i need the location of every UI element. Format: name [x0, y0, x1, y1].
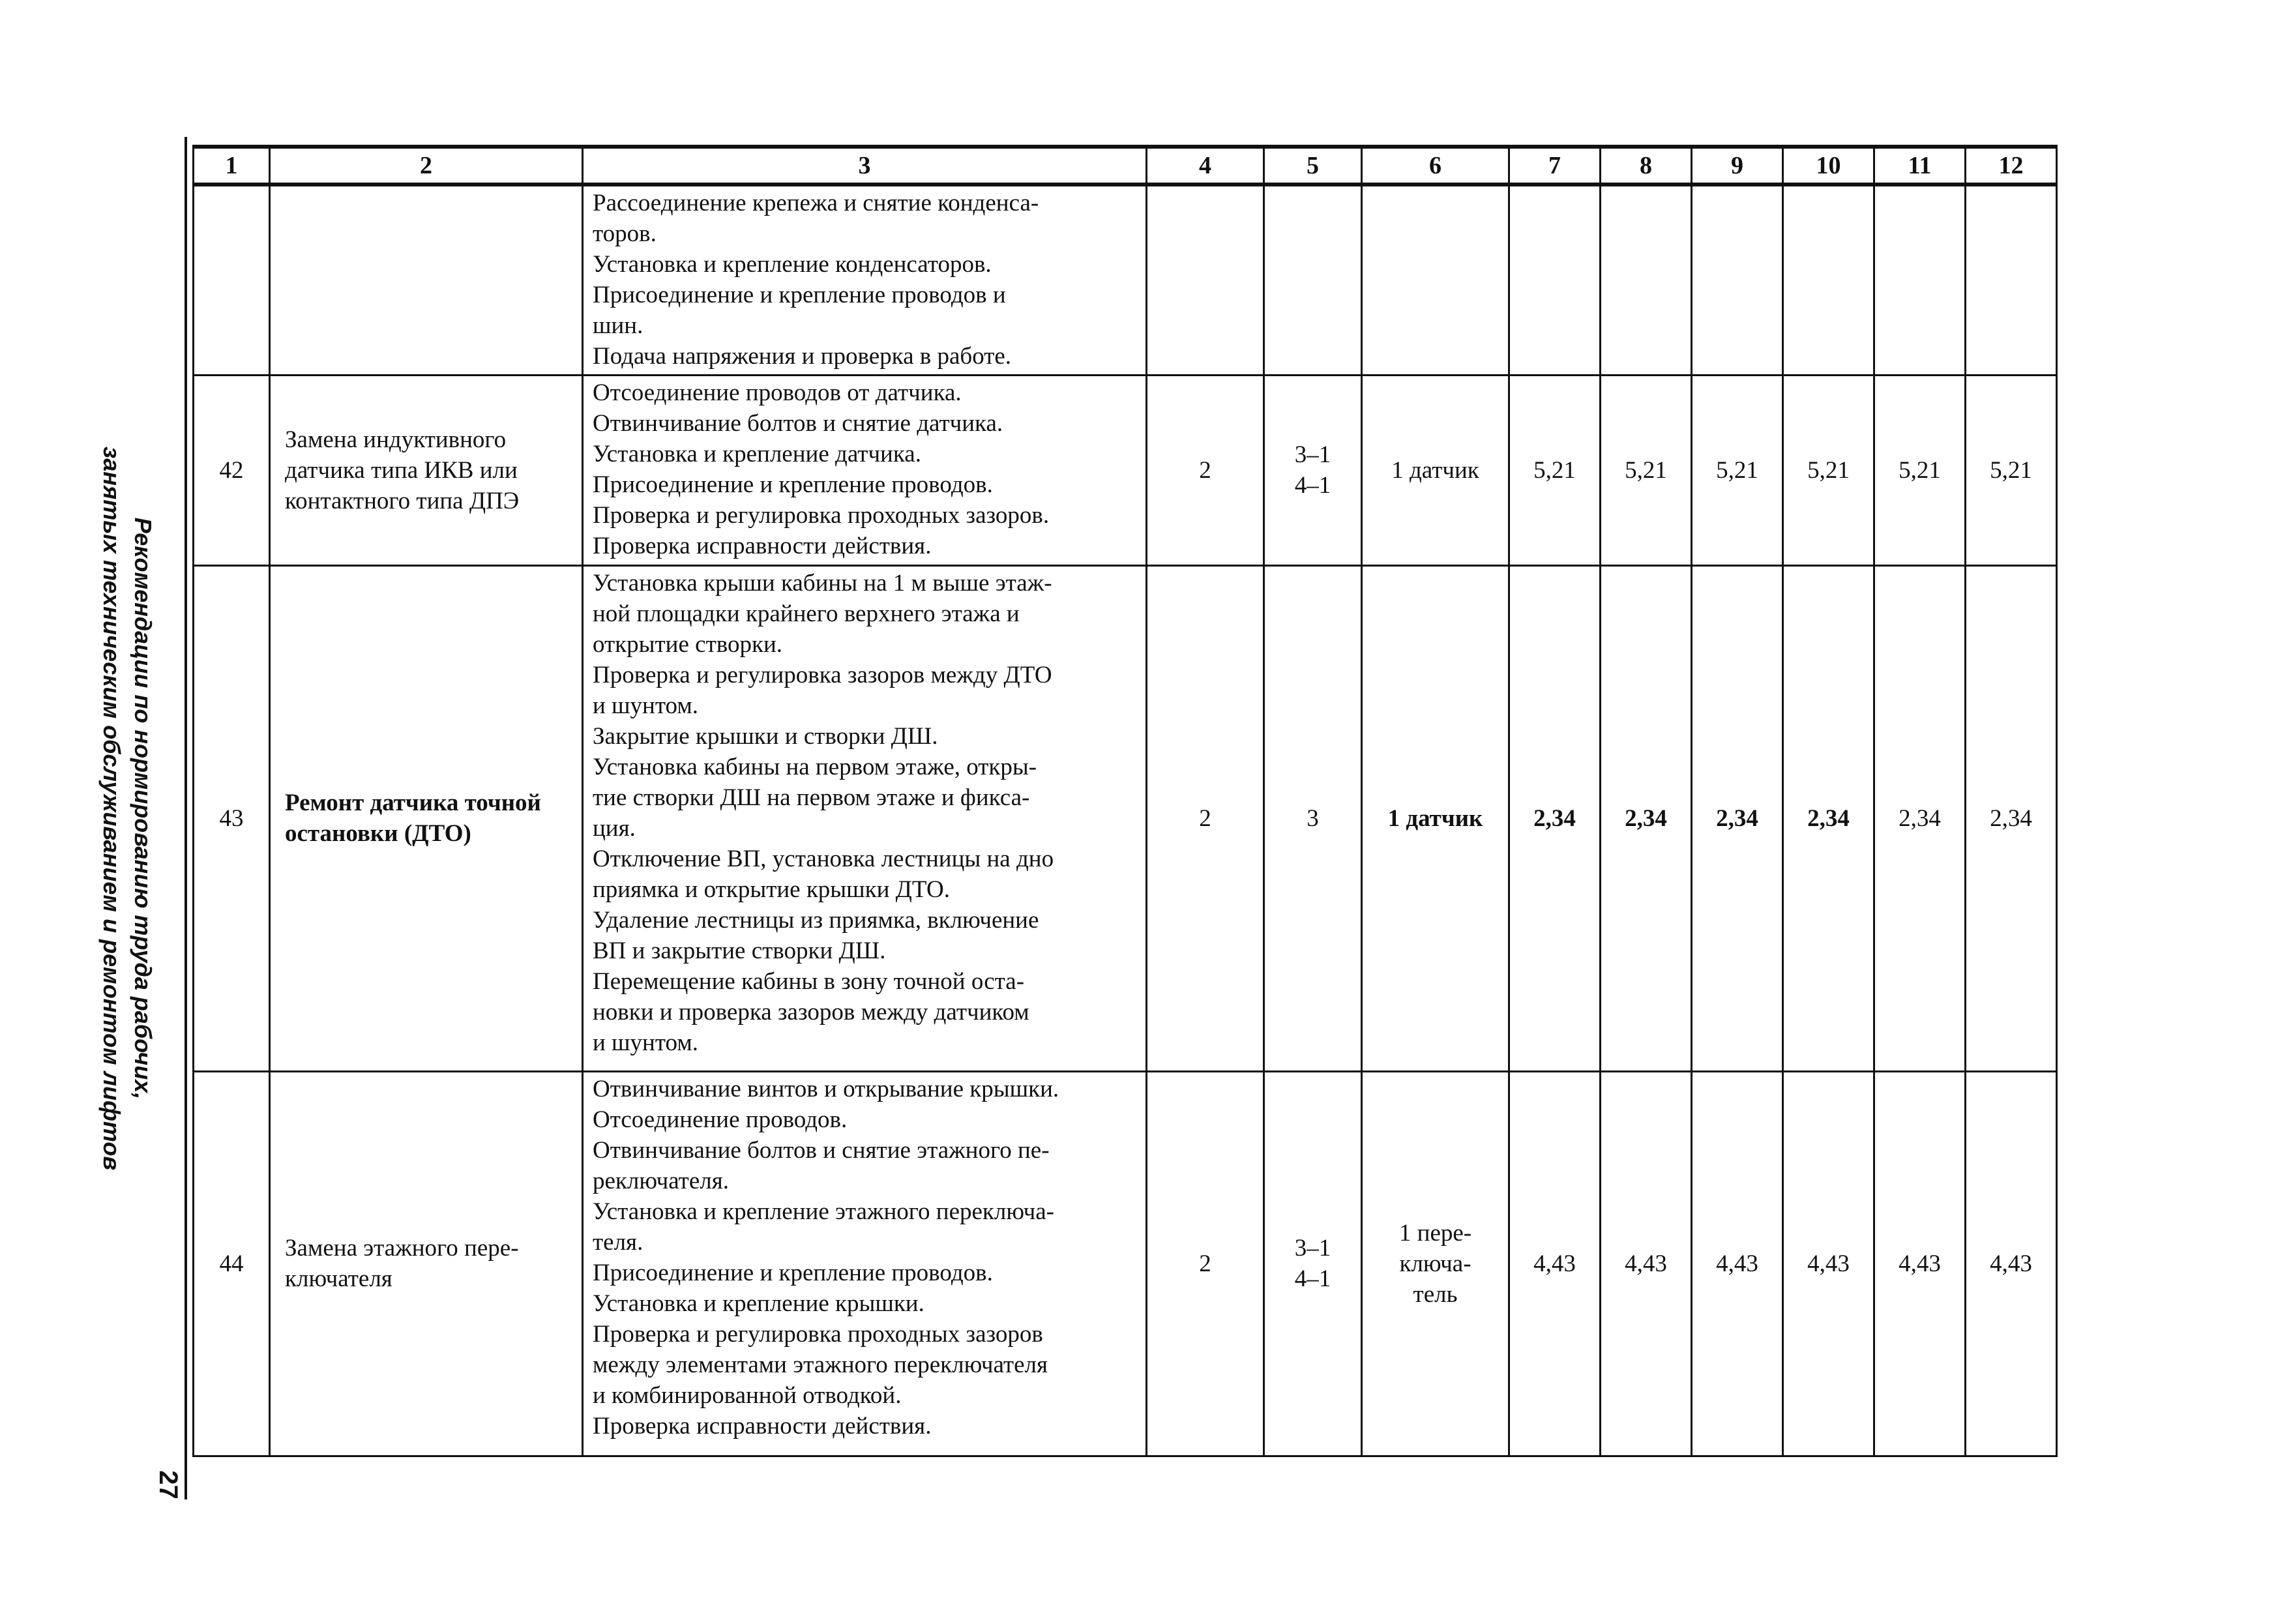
unit-value: 1 пере-ключа-тель — [1362, 1071, 1509, 1456]
col4-value: 2 — [1147, 375, 1264, 565]
col5-line: 3–1 — [1294, 1235, 1331, 1262]
operation-line: Проверка и регулировка зазоров между ДТО — [593, 661, 1052, 688]
operation-line: Присоединение и крепление проводов. — [593, 471, 993, 498]
col5-line: 3–1 — [1294, 441, 1331, 468]
operation-line: Проверка и регулировка проходных зазоров. — [593, 501, 1050, 529]
operation-line: ВП и закрытие створки ДШ. — [593, 937, 886, 964]
operation-line: между элементами этажного переключателя — [593, 1351, 1048, 1378]
unit-value: 1 датчик — [1362, 565, 1509, 1071]
operation-line: приямка и открытие крышки ДТО. — [593, 876, 951, 903]
norm-value: 2,34 — [1509, 565, 1601, 1071]
norm-value: 5,21 — [1509, 375, 1601, 565]
row-number: 42 — [194, 375, 270, 565]
operation-line: ной площадки крайнего верхнего этажа и — [593, 600, 1020, 627]
col5-value — [1264, 565, 1362, 1071]
operation-line: Отсоединение проводов от датчика. — [593, 379, 962, 406]
operation-line: Присоединение и крепление проводов и — [593, 282, 1006, 308]
norm-value: 4,43 — [1783, 1071, 1874, 1456]
header-col-11: 11 — [1874, 147, 1966, 185]
table-row-44 — [194, 1071, 2057, 1456]
table-row-continuation — [194, 185, 2057, 375]
work-name: Замена индуктивного датчика типа ИКВ или контактного типа ДПЭ — [270, 375, 583, 565]
norm-value — [1509, 185, 1601, 375]
margin-rule — [185, 137, 187, 1499]
operation-line: Проверка исправности действия. — [593, 1412, 932, 1439]
operation-line: Установка и крепление крышки. — [593, 1290, 924, 1317]
work-name: Замена этажного пере-ключателя — [270, 1071, 583, 1456]
row-number: 43 — [194, 565, 270, 1071]
col5-value — [1264, 375, 1362, 565]
operations-list — [583, 375, 1147, 565]
operation-line: Отсоединение проводов. — [593, 1106, 848, 1133]
operation-line: Установка и крепление датчика. — [593, 440, 921, 467]
header-col-5: 5 — [1264, 147, 1362, 185]
header-col-10: 10 — [1783, 147, 1874, 185]
norm-value: 2,34 — [1692, 565, 1783, 1071]
norm-value — [1601, 185, 1692, 375]
operation-line: реключателя. — [593, 1167, 729, 1194]
operation-line: Отвинчивание болтов и снятие этажного пе- — [593, 1136, 1050, 1164]
unit-value: 1 датчик — [1362, 375, 1509, 565]
norm-value — [1966, 185, 2057, 375]
operation-line: ция. — [593, 814, 636, 842]
table-row-43 — [194, 565, 2057, 1071]
operation-line: Присоединение и крепление проводов. — [593, 1259, 993, 1286]
operation-line: Отвинчивание винтов и открывание крышки. — [593, 1075, 1059, 1102]
norm-value: 2,34 — [1783, 565, 1874, 1071]
operation-line: теля. — [593, 1228, 643, 1256]
operation-line: и комбинированной отводкой. — [593, 1381, 902, 1409]
norm-value — [1692, 185, 1783, 375]
norm-value — [1783, 185, 1874, 375]
work-name: Ремонт датчика точной остановки (ДТО) — [270, 565, 583, 1071]
norm-value: 4,43 — [1509, 1071, 1601, 1456]
operation-line: Установка и крепление конденсаторов. — [593, 251, 992, 278]
operation-line: шин. — [593, 312, 643, 339]
operation-line: Удаление лестницы из приямка, включение — [593, 906, 1039, 934]
header-col-8: 8 — [1601, 147, 1692, 185]
unit-value — [1362, 185, 1509, 375]
operation-line: и шунтом. — [593, 692, 698, 719]
operation-line: Проверка и регулировка проходных зазоров — [593, 1320, 1043, 1348]
norm-value: 2,34 — [1601, 565, 1692, 1071]
norm-value: 4,43 — [1601, 1071, 1692, 1456]
operations-list — [583, 565, 1147, 1071]
operation-line: торов. — [593, 220, 657, 247]
norm-value: 2,34 — [1874, 565, 1966, 1071]
norm-value: 5,21 — [1966, 375, 2057, 565]
row-number — [194, 185, 270, 375]
table-row-42 — [194, 375, 2057, 565]
col4-value: 2 — [1147, 1071, 1264, 1456]
header-row — [194, 147, 2057, 185]
col5-value — [1264, 1071, 1362, 1456]
row-number: 44 — [194, 1071, 270, 1456]
header-col-12: 12 — [1966, 147, 2057, 185]
norm-value: 4,43 — [1966, 1071, 2057, 1456]
col5-value — [1264, 185, 1362, 375]
norm-value: 5,21 — [1601, 375, 1692, 565]
operation-line: Перемещение кабины в зону точной оста- — [593, 967, 1025, 995]
norms-table — [192, 145, 2058, 1457]
norm-value — [1874, 185, 1966, 375]
header-col-9: 9 — [1692, 147, 1783, 185]
header-col-3: 3 — [583, 147, 1147, 185]
norm-value: 4,43 — [1692, 1071, 1783, 1456]
operation-line: Отвинчивание болтов и снятие датчика. — [593, 409, 1003, 437]
operation-line: новки и проверка зазоров между датчиком — [593, 998, 1029, 1026]
operations-list — [583, 1071, 1147, 1456]
operation-line: открытие створки. — [593, 630, 782, 658]
col5-line: 3 — [1307, 805, 1319, 832]
operation-line: Установка и крепление этажного переключа- — [593, 1198, 1054, 1225]
operation-line: Установка крыши кабины на 1 м выше этаж- — [593, 569, 1052, 597]
norm-value: 5,21 — [1783, 375, 1874, 565]
side-caption — [96, 222, 158, 1395]
operation-line: Закрытие крышки и створки ДШ. — [593, 722, 938, 750]
operation-line: Отключение ВП, установка лестницы на дно — [593, 845, 1054, 872]
side-caption-line-1: Рекомендации по нормированию труда рабочих, — [130, 517, 156, 1100]
col4-value: 2 — [1147, 565, 1264, 1071]
header-col-2: 2 — [270, 147, 583, 185]
operation-line: Рассоединение крепежа и снятие конденса- — [593, 190, 1039, 216]
col5-line: 4–1 — [1294, 1265, 1331, 1292]
operation-line: тие створки ДШ на первом этаже и фикса- — [593, 784, 1030, 811]
operation-line: и шунтом. — [593, 1029, 698, 1056]
header-col-4: 4 — [1147, 147, 1264, 185]
side-caption-line-2: занятых техническим обслуживанием и ремонтом лифтов — [98, 446, 125, 1171]
norm-value: 2,34 — [1966, 565, 2057, 1071]
header-col-6: 6 — [1362, 147, 1509, 185]
norm-value: 5,21 — [1692, 375, 1783, 565]
page-number: 27 — [153, 1470, 183, 1499]
operation-line: Установка кабины на первом этаже, откры- — [593, 753, 1037, 780]
header-col-1: 1 — [194, 147, 270, 185]
operation-line: Подача напряжения и проверка в работе. — [593, 343, 1012, 370]
header-col-7: 7 — [1509, 147, 1601, 185]
norm-value: 5,21 — [1874, 375, 1966, 565]
operations-list — [583, 185, 1147, 375]
work-name — [270, 185, 583, 375]
operation-line: Проверка исправности действия. — [593, 532, 932, 559]
col4-value — [1147, 185, 1264, 375]
norm-value: 4,43 — [1874, 1071, 1966, 1456]
col5-line: 4–1 — [1294, 472, 1331, 499]
